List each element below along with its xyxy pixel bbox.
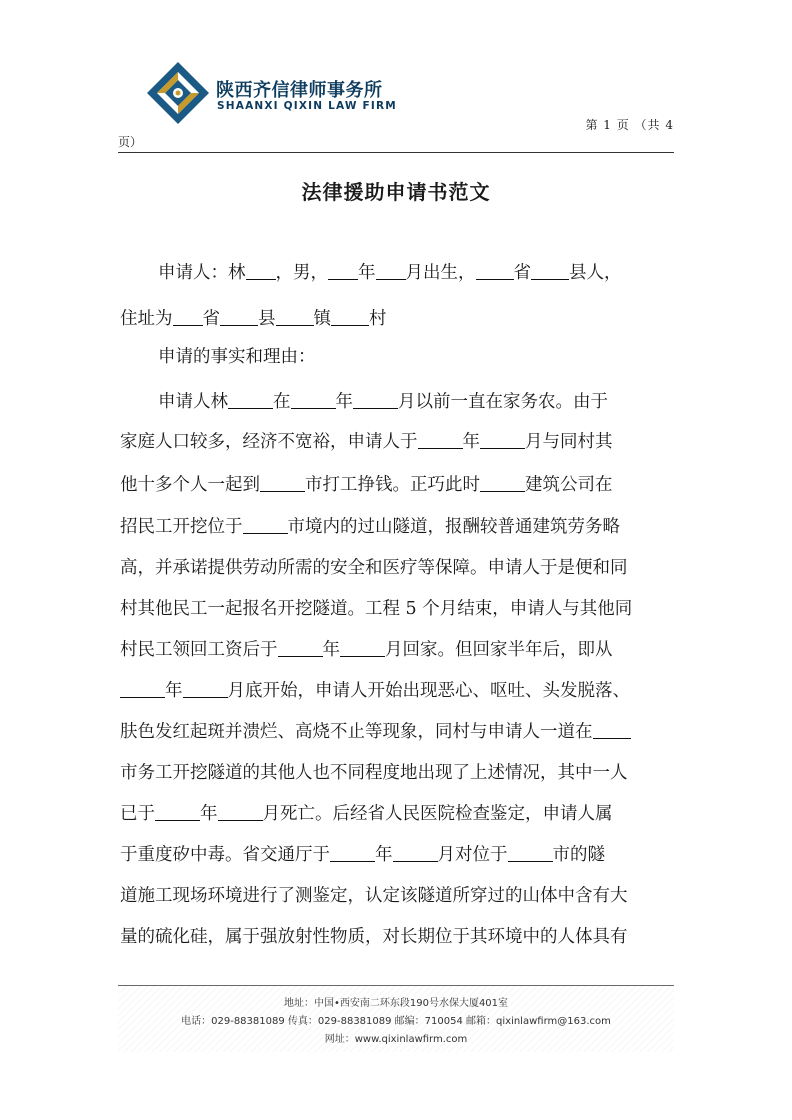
text-segment: 月死亡。后经省人民医院检查鉴定，申请人属 <box>262 804 613 824</box>
text-segment: 村其他民工一起报名开挖隧道。工程 5 个月结束，申请人与其他同 <box>120 599 633 619</box>
fill-blank <box>393 843 438 862</box>
text-segment: 村民工领回工资后于 <box>120 640 278 660</box>
fill-blank <box>278 638 323 657</box>
text-segment: 年 <box>358 263 376 283</box>
fill-blank <box>276 307 314 326</box>
text-segment: 月底开始，申请人开始出现恶心、呕吐、头发脱落、 <box>227 681 630 701</box>
fill-blank <box>291 390 336 409</box>
text-segment: 住址为 <box>120 309 173 329</box>
text-segment: 市的隧 <box>552 845 605 865</box>
footer-website: 网址：www.qixinlawfirm.com <box>324 1034 468 1045</box>
fill-blank <box>246 261 276 280</box>
fill-blank <box>218 802 263 821</box>
text-segment: 道施工现场环境进行了测鉴定，认定该隧道所穿过的山体中含有大 <box>120 886 628 906</box>
text-segment: 月对位于 <box>437 845 508 865</box>
text-segment: 月出生， <box>405 263 476 283</box>
text-segment: 省 <box>202 309 220 329</box>
page-number: 第 1 页 （共 4 <box>585 118 674 132</box>
fill-blank <box>531 261 569 280</box>
page-footer <box>118 985 674 1052</box>
text-segment: 年 <box>462 432 480 452</box>
fill-blank <box>508 843 553 862</box>
body-line <box>120 676 630 706</box>
fill-blank <box>183 679 228 698</box>
fill-blank <box>331 307 369 326</box>
fill-blank <box>418 430 463 449</box>
text-segment: 申请的事实和理由： <box>158 347 316 367</box>
text-segment: 月以前一直在家务农。由于 <box>398 392 608 412</box>
fill-blank <box>480 430 525 449</box>
fill-blank <box>340 638 385 657</box>
fill-blank <box>260 473 305 492</box>
fill-blank <box>120 679 165 698</box>
body-line <box>158 342 316 372</box>
text-segment: 申请人林 <box>158 392 228 412</box>
text-segment: 县人， <box>569 263 622 283</box>
text-segment: 省 <box>513 263 531 283</box>
fill-blank <box>173 307 203 326</box>
fill-blank <box>155 802 200 821</box>
body-line <box>120 512 620 542</box>
text-segment: 高，并承诺提供劳动所需的安全和医疗等保障。申请人于是便和同 <box>120 558 628 578</box>
text-segment: 市境内的过山隧道，报酬较普通建筑劳务略 <box>287 517 620 537</box>
fill-blank <box>243 515 288 534</box>
footer-contact: 电话：029-88381089 传真：029-88381089 邮编：710054 邮箱：qixinlawfirm@163.com <box>181 1016 611 1027</box>
fill-blank <box>330 843 375 862</box>
footer-address: 地址：中国•西安南二环东段190号水保大厦401室 <box>283 998 509 1009</box>
text-segment: 招民工开挖位于 <box>120 517 243 537</box>
text-segment: 已于 <box>120 804 155 824</box>
text-segment: 建筑公司在 <box>525 475 613 495</box>
fill-blank <box>476 261 514 280</box>
text-segment: 肤色发红起斑并溃烂、高烧不止等现象，同村与申请人一道在 <box>120 722 593 742</box>
text-segment: ，男， <box>275 263 328 283</box>
fill-blank <box>376 261 406 280</box>
fill-blank <box>480 473 525 492</box>
body-line <box>120 922 628 952</box>
logo-graphic <box>145 60 211 126</box>
text-segment: 月与同村其 <box>525 432 613 452</box>
text-segment: 镇 <box>313 309 331 329</box>
text-segment: 于重度矽中毒。省交通厅于 <box>120 845 330 865</box>
body-line <box>120 304 387 334</box>
text-segment: 年 <box>200 804 218 824</box>
body-line <box>120 553 628 583</box>
text-segment: 市务工开挖隧道的其他人也不同程度地出现了上述情况，其中一人 <box>120 763 628 783</box>
body-line <box>158 258 622 288</box>
text-segment: 村 <box>369 309 387 329</box>
fill-blank <box>353 390 398 409</box>
fill-blank <box>220 307 258 326</box>
body-line <box>120 717 631 747</box>
body-line <box>120 758 628 788</box>
body-line <box>120 594 632 624</box>
firm-name-en: SHAANXI QIXIN LAW FIRM <box>217 100 397 112</box>
fill-blank <box>228 390 273 409</box>
text-segment: 年 <box>335 392 353 412</box>
body-line <box>158 387 608 417</box>
document-title: 法律援助申请书范文 <box>301 180 491 204</box>
body-line <box>120 840 605 870</box>
text-segment: 年 <box>322 640 340 660</box>
body-line <box>120 881 628 911</box>
body-line <box>120 635 613 665</box>
text-segment: 在 <box>273 392 291 412</box>
text-segment: 家庭人口较多，经济不宽裕，申请人于 <box>120 432 418 452</box>
firm-name-cn: 陕西齐信律师事务所 <box>216 80 383 101</box>
text-segment: 量的硫化硅，属于强放射性物质，对长期位于其环境中的人体具有 <box>120 927 628 947</box>
body-line <box>120 470 613 500</box>
text-segment: 申请人：林 <box>158 263 246 283</box>
text-segment: 年 <box>375 845 393 865</box>
text-segment: 市打工挣钱。正巧此时 <box>305 475 480 495</box>
body-line <box>120 799 613 829</box>
body-line <box>120 427 613 457</box>
text-segment: 县 <box>258 309 276 329</box>
qixin-diamond-logo-icon <box>145 60 211 126</box>
fill-blank <box>328 261 358 280</box>
header-divider <box>118 152 674 153</box>
text-segment: 他十多个人一起到 <box>120 475 260 495</box>
page-number-wrap: 页） <box>118 135 143 149</box>
fill-blank <box>593 720 631 739</box>
text-segment: 月回家。但回家半年后，即从 <box>385 640 613 660</box>
text-segment: 年 <box>165 681 183 701</box>
